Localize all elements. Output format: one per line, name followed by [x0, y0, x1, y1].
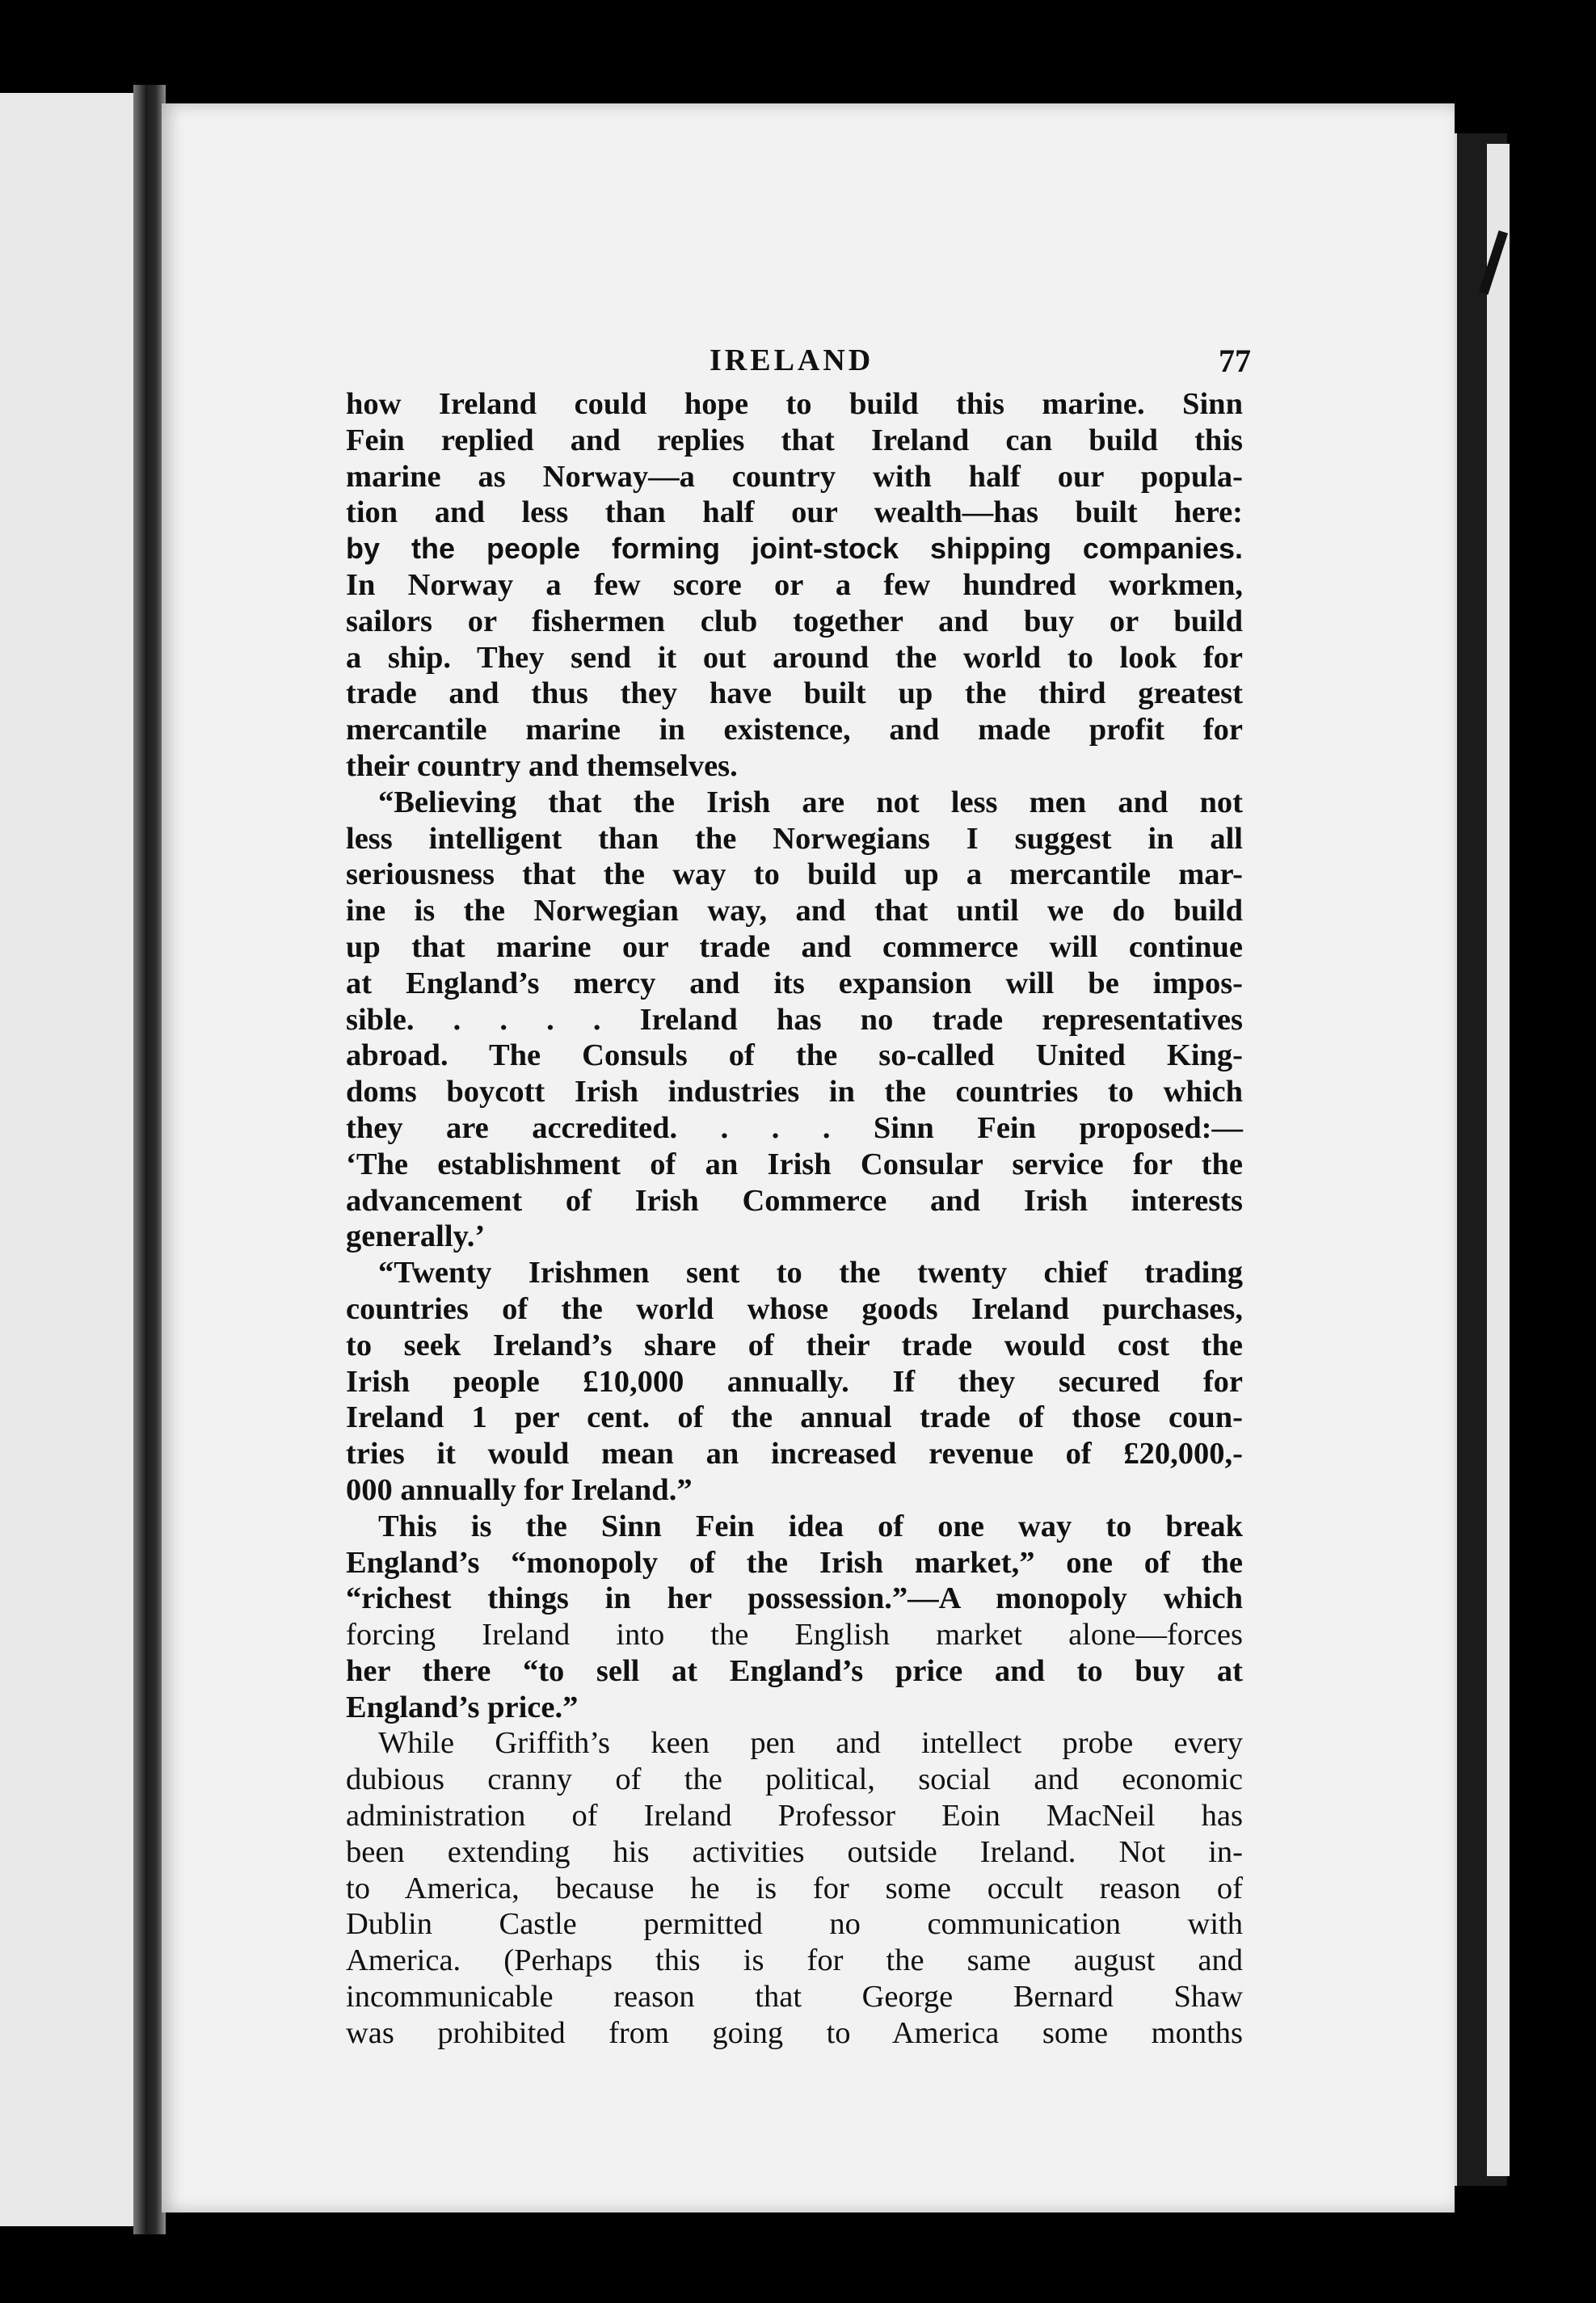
- text-line: marine as Norway—a country with half our popula-: [346, 459, 1243, 494]
- text-line: Irish people £10,000 annually. If they secured for: [346, 1364, 1243, 1399]
- book-gutter: [133, 85, 166, 2234]
- text-line: sailors or fishermen club together and buy or build: [346, 604, 1243, 638]
- text-line: was prohibited from going to America some months: [346, 2015, 1243, 2050]
- text-line: countries of the world whose goods Ireland purchases,: [346, 1291, 1243, 1326]
- body-text: [346, 386, 1243, 2052]
- text-line: Ireland 1 per cent. of the annual trade of those coun-: [346, 1400, 1243, 1435]
- text-line: tries it would mean an increased revenue of £20,000,-: [346, 1437, 1243, 1471]
- page-edge: [1487, 144, 1510, 2176]
- text-line: forcing Ireland into the English market alone—forces: [346, 1618, 1243, 1653]
- text-line: trade and thus they have built up the third greatest: [346, 676, 1243, 711]
- text-line: administration of Ireland Professor Eoin MacNeil has: [346, 1799, 1243, 1834]
- text-line: ‘The establishment of an Irish Consular service for the: [346, 1147, 1243, 1181]
- text-line: tion and less than half our wealth—has built here:: [346, 495, 1243, 530]
- text-line: to America, because he is for some occult reason of: [346, 1871, 1243, 1905]
- text-line: This is the Sinn Fein idea of one way to break: [378, 1509, 1243, 1543]
- text-line: generally.’: [346, 1219, 486, 1254]
- text-line: “Believing that the Irish are not less men and not: [378, 785, 1243, 819]
- text-line: England’s price.”: [346, 1690, 579, 1724]
- text-line: ine is the Norwegian way, and that until we do build: [346, 894, 1243, 928]
- text-line: a ship. They send it out around the world to look for: [346, 640, 1243, 675]
- text-line: England’s “monopoly of the Irish market,” one of the: [346, 1545, 1243, 1580]
- text-line: her there “to sell at England’s price and to buy at: [346, 1653, 1243, 1688]
- text-line: America. (Perhaps this is for the same august and: [346, 1943, 1243, 1978]
- running-head: [346, 338, 1251, 383]
- text-line: at England’s mercy and its expansion will be impos-: [346, 966, 1243, 1000]
- text-line: Dublin Castle permitted no communication with: [346, 1907, 1243, 1942]
- text-line: Fein replied and replies that Ireland can build this: [346, 423, 1243, 457]
- text-line: how Ireland could hope to build this marine. Sinn: [346, 387, 1243, 421]
- text-line: up that marine our trade and commerce will continue: [346, 929, 1243, 964]
- text-line: 000 annually for Ireland.”: [346, 1472, 693, 1507]
- text-line: abroad. The Consuls of the so-called United King-: [346, 1038, 1243, 1073]
- text-line: seriousness that the way to build up a mercantile mar-: [346, 857, 1243, 892]
- text-line: doms boycott Irish industries in the countries to which: [346, 1075, 1243, 1109]
- page-number: 77: [1219, 342, 1251, 379]
- text-line: incommunicable reason that George Bernard Shaw: [346, 1980, 1243, 2015]
- text-line: “Twenty Irishmen sent to the twenty chief trading: [378, 1256, 1243, 1290]
- text-line: sible. . . . . Ireland has no trade representatives: [346, 1002, 1243, 1037]
- text-line: they are accredited. . . . Sinn Fein proposed:—: [346, 1110, 1243, 1145]
- text-line: to seek Ireland’s share of their trade would cost the: [346, 1328, 1243, 1362]
- text-line: While Griffith’s keen pen and intellect probe every: [378, 1726, 1243, 1761]
- text-line: mercantile marine in existence, and made profit for: [346, 713, 1243, 747]
- text-line: been extending his activities outside Ireland. Not in-: [346, 1834, 1243, 1869]
- text-line: “richest things in her possession.”—A monopoly which: [346, 1581, 1243, 1616]
- text-line: less intelligent than the Norwegians I suggest in all: [346, 821, 1243, 856]
- running-head-title: IRELAND: [710, 343, 874, 377]
- text-line: their country and themselves.: [346, 748, 738, 783]
- text-line: advancement of Irish Commerce and Irish interests: [346, 1183, 1243, 1218]
- text-line: dubious cranny of the political, social and economic: [346, 1762, 1243, 1797]
- text-line: In Norway a few score or a few hundred workmen,: [346, 567, 1243, 602]
- facing-page-edge: [0, 93, 133, 2226]
- text-line: by the people forming joint-stock shipping companies.: [346, 532, 1243, 566]
